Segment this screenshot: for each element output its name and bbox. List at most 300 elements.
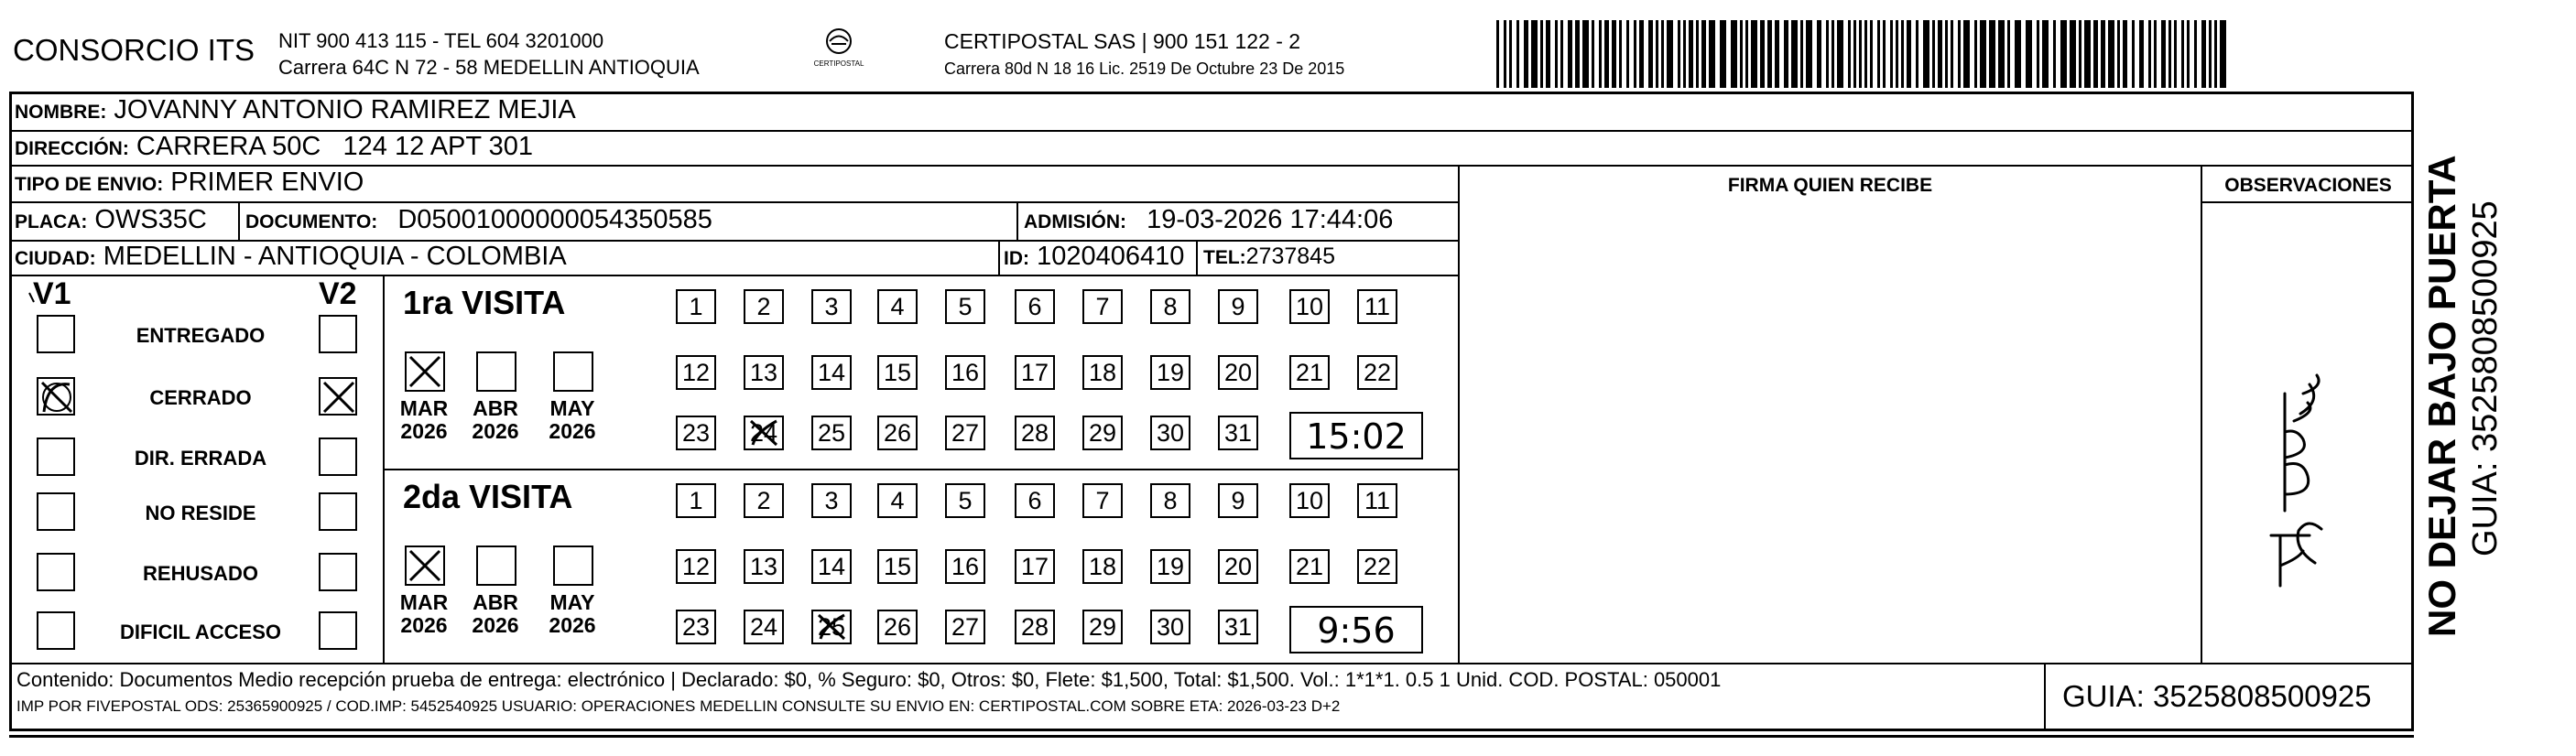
barcode-bar: [1531, 20, 1538, 88]
day-number: 28: [1020, 613, 1049, 641]
month-checkbox[interactable]: [476, 351, 516, 392]
day-box[interactable]: [1218, 416, 1258, 450]
day-number: 4: [890, 293, 905, 320]
day-number: 9: [1231, 487, 1245, 514]
day-number: 19: [1156, 359, 1185, 386]
barcode-bar: [1853, 20, 1856, 88]
barcode-bar: [1998, 20, 2005, 88]
day-box[interactable]: [945, 610, 985, 644]
barcode-bar: [1907, 20, 1911, 88]
day-number: 18: [1088, 359, 1117, 386]
barcode-bar: [1896, 20, 1898, 88]
month-name: MAR: [399, 590, 449, 614]
barcode-bar: [1575, 20, 1580, 88]
admision-label: ADMISIÓN:: [1024, 211, 1126, 232]
day-number: 27: [951, 613, 980, 641]
v2-checkbox[interactable]: [319, 437, 357, 476]
day-box[interactable]: [1015, 289, 1055, 324]
barcode-bar: [1604, 20, 1609, 88]
day-box[interactable]: [1357, 549, 1397, 584]
day-box[interactable]: [811, 483, 852, 518]
barcode-bar: [2187, 20, 2190, 88]
barcode-bar: [1877, 20, 1880, 88]
id-field: [1004, 242, 1184, 272]
status-label: NO RESIDE: [145, 502, 256, 524]
day-number: 20: [1223, 359, 1253, 386]
barcode-bar: [1806, 20, 1812, 88]
barcode-bar: [1938, 20, 1942, 88]
placa-value: OWS35C: [94, 205, 207, 234]
barcode-bar: [2174, 20, 2177, 88]
day-number: 23: [681, 419, 711, 447]
barcode-bar: [2194, 20, 2197, 88]
month-checkbox[interactable]: [476, 545, 516, 586]
day-number: 4: [890, 487, 905, 514]
v2-checkbox[interactable]: [319, 492, 357, 531]
barcode-bar: [1767, 20, 1772, 88]
day-box[interactable]: [1357, 483, 1397, 518]
day-box[interactable]: [1289, 483, 1330, 518]
day-number: 18: [1088, 553, 1117, 580]
documento-field: [245, 205, 712, 235]
barcode-bar: [1560, 20, 1563, 88]
v2-checkbox[interactable]: [319, 611, 357, 650]
day-box[interactable]: [744, 289, 784, 324]
id-label: ID:: [1004, 248, 1029, 269]
barcode-bar: [2220, 20, 2226, 88]
day-box[interactable]: [1289, 549, 1330, 584]
day-box[interactable]: [1015, 355, 1055, 390]
day-box[interactable]: [1289, 289, 1330, 324]
barcode-bar: [1612, 20, 1616, 88]
placa-label: PLACA:: [15, 211, 88, 232]
barcode-bar: [1745, 20, 1748, 88]
row-line: [9, 201, 1458, 203]
tel-label: TEL:: [1203, 247, 1246, 268]
day-number: 13: [749, 553, 778, 580]
day-box[interactable]: [744, 549, 784, 584]
nombre-value: JOVANNY ANTONIO RAMIREZ MEJIA: [114, 95, 576, 124]
day-number: 5: [958, 293, 973, 320]
tipo-envio-value: PRIMER ENVIO: [170, 167, 364, 197]
barcode-bar: [1890, 20, 1893, 88]
v1-checkmark: [27, 291, 40, 304]
day-box[interactable]: [945, 416, 985, 450]
month-label: [394, 397, 454, 443]
barcode-bar: [1980, 20, 1986, 88]
day-number: 10: [1295, 293, 1324, 320]
barcode-bar: [1678, 20, 1680, 88]
barcode-bar: [1826, 20, 1829, 88]
observaciones-header: OBSERVACIONES: [2224, 175, 2392, 196]
barcode-bar: [1709, 20, 1715, 88]
barcode-bar: [1546, 20, 1550, 88]
placa-field: [15, 205, 207, 235]
barcode-bar: [1864, 20, 1867, 88]
barcode-bar: [2132, 20, 2135, 88]
barcode: [1496, 20, 2229, 88]
barcode-bar: [2209, 20, 2212, 88]
admision-value: 19-03-2026 17:44:06: [1147, 205, 1394, 234]
documento-value: D05001000000054350585: [397, 205, 712, 234]
barcode-bar: [1720, 20, 1726, 88]
day-box[interactable]: [1357, 289, 1397, 324]
barcode-bar: [1800, 20, 1803, 88]
barcode-bar: [2154, 20, 2157, 88]
barcode-bar: [2042, 20, 2049, 88]
id-divider: [998, 240, 1000, 275]
month-label: [465, 591, 526, 637]
visit-divider: [383, 469, 1458, 470]
barcode-bar: [1648, 20, 1653, 88]
col-divider: [1458, 165, 1460, 663]
barcode-bar: [1626, 20, 1629, 88]
status-label: REHUSADO: [143, 562, 258, 585]
month-year: 2026: [400, 419, 448, 443]
day-number: 26: [883, 613, 912, 641]
v1-checkbox[interactable]: [37, 611, 75, 650]
day-number: 24: [749, 419, 778, 447]
day-box[interactable]: [811, 610, 852, 644]
barcode-bar: [2214, 20, 2217, 88]
v1-checkbox[interactable]: [37, 437, 75, 476]
day-number: 27: [951, 419, 980, 447]
day-number: 22: [1363, 359, 1392, 386]
footer-contents: Contenido: Documentos Medio recepción prueba de entrega: electrónico | Declarado: $0, % Seguro: $0, Otros: $0, Flete: $1,500, Total: $1,500. Vol.: 1*1*1. 0.5 1 Unid. COD. POSTAL: 050001: [16, 668, 1722, 691]
barcode-bar: [1656, 20, 1658, 88]
barcode-bar: [1859, 20, 1862, 88]
row-line: [9, 663, 2414, 664]
barcode-bar: [1989, 20, 1995, 88]
barcode-bar: [2108, 20, 2114, 88]
day-box[interactable]: [1150, 610, 1190, 644]
day-number: 1: [689, 293, 703, 320]
day-number: 12: [681, 553, 711, 580]
barcode-bar: [2161, 20, 2166, 88]
barcode-bar: [1951, 20, 1953, 88]
barcode-bar: [1901, 20, 1904, 88]
barcode-bar: [1540, 20, 1543, 88]
day-number: 31: [1223, 419, 1253, 447]
barcode-bar: [1667, 20, 1673, 88]
barcode-bar: [1496, 20, 1499, 88]
barcode-bar: [1760, 20, 1765, 88]
barcode-bar: [1524, 20, 1528, 88]
row-line: [9, 165, 2414, 167]
day-number: 21: [1295, 359, 1324, 386]
month-label: [542, 397, 603, 443]
v1-checkbox[interactable]: [37, 492, 75, 531]
barcode-bar: [2015, 20, 2021, 88]
row-line: [9, 275, 1458, 276]
barcode-bar: [1582, 20, 1589, 88]
barcode-bar: [2117, 20, 2120, 88]
barcode-bar: [1701, 20, 1706, 88]
status-label: DIFICIL ACCESO: [119, 621, 281, 643]
company-name: CONSORCIO ITS: [13, 33, 255, 67]
barcode-bar: [1568, 20, 1572, 88]
barcode-bar: [1775, 20, 1779, 88]
day-number: 7: [1095, 293, 1110, 320]
visit-title: 1ra VISITA: [403, 284, 566, 321]
day-box[interactable]: [676, 416, 716, 450]
barcode-bar: [2201, 20, 2206, 88]
v2-header: V2: [319, 276, 357, 311]
barcode-bar: [1555, 20, 1558, 88]
day-box[interactable]: [811, 355, 852, 390]
day-box[interactable]: [1218, 289, 1258, 324]
barcode-bar: [2037, 20, 2039, 88]
nombre-label: NOMBRE:: [15, 102, 107, 123]
barcode-bar: [1974, 20, 1977, 88]
day-number: 12: [681, 359, 711, 386]
day-box[interactable]: [1218, 610, 1258, 644]
v2-checkbox[interactable]: [319, 377, 357, 416]
day-box[interactable]: [945, 289, 985, 324]
day-box[interactable]: [744, 483, 784, 518]
barcode-bar: [1831, 20, 1834, 88]
v1-checkbox[interactable]: [37, 553, 75, 591]
month-year: 2026: [549, 419, 596, 443]
month-name: MAY: [549, 590, 595, 614]
barcode-bar: [1870, 20, 1873, 88]
barcode-bar: [1923, 20, 1929, 88]
barcode-bar: [2123, 20, 2127, 88]
day-number: 15: [883, 553, 912, 580]
day-box[interactable]: [1082, 610, 1123, 644]
day-box[interactable]: [1015, 416, 1055, 450]
day-box[interactable]: [877, 416, 918, 450]
certipostal-logo: [813, 26, 864, 73]
day-box[interactable]: [1357, 355, 1397, 390]
day-box[interactable]: [945, 483, 985, 518]
documento-label: DOCUMENTO:: [245, 211, 378, 232]
day-number: 7: [1095, 487, 1110, 514]
barcode-bar: [2084, 20, 2091, 88]
day-box[interactable]: [811, 416, 852, 450]
firma-header: FIRMA QUIEN RECIBE: [1727, 175, 1933, 196]
day-number: 2: [756, 487, 771, 514]
svg-text:CERTIPOSTAL: CERTIPOSTAL: [813, 59, 864, 68]
barcode-bar: [1932, 20, 1935, 88]
barcode-bar: [1509, 20, 1512, 88]
company-contact: [278, 27, 700, 81]
day-number: 6: [1027, 487, 1042, 514]
day-box[interactable]: [676, 483, 716, 518]
month-name: ABR: [473, 590, 518, 614]
day-box[interactable]: [1150, 549, 1190, 584]
day-number: 28: [1020, 419, 1049, 447]
barcode-bar: [2026, 20, 2032, 88]
day-box[interactable]: [1150, 355, 1190, 390]
direccion-label: DIRECCIÓN:: [15, 138, 129, 159]
day-number: 14: [817, 553, 846, 580]
day-box[interactable]: [1082, 355, 1123, 390]
barcode-bar: [1740, 20, 1743, 88]
day-box[interactable]: [811, 549, 852, 584]
id-value: 1020406410: [1037, 242, 1185, 271]
barcode-bar: [2070, 20, 2076, 88]
day-box[interactable]: [1015, 610, 1055, 644]
day-check-mark: [813, 611, 850, 651]
certipostal-info: [944, 27, 1344, 82]
status-label: ENTREGADO: [136, 324, 266, 347]
ciudad-field: [15, 242, 567, 272]
barcode-bar: [1848, 20, 1851, 88]
month-name: MAR: [399, 396, 449, 420]
barcode-bar: [1683, 20, 1686, 88]
day-box[interactable]: [877, 483, 918, 518]
day-box[interactable]: [1289, 355, 1330, 390]
month-label: [465, 397, 526, 443]
month-year: 2026: [472, 419, 519, 443]
day-box[interactable]: [877, 355, 918, 390]
month-year: 2026: [472, 613, 519, 637]
barcode-bar: [1883, 20, 1886, 88]
day-box[interactable]: [676, 355, 716, 390]
month-year: 2026: [549, 613, 596, 637]
barcode-bar: [1696, 20, 1699, 88]
day-number: 31: [1223, 613, 1253, 641]
day-box[interactable]: [945, 355, 985, 390]
day-box[interactable]: [1015, 483, 1055, 518]
col-divider: [2201, 165, 2202, 663]
direccion-value: CARRERA 50C 124 12 APT 301: [136, 132, 534, 161]
barcode-bar: [2060, 20, 2067, 88]
barcode-bar: [1634, 20, 1636, 88]
side-guia: GUIA: 3525808500925: [2466, 200, 2505, 556]
day-box[interactable]: [1082, 549, 1123, 584]
barcode-bar: [1504, 20, 1506, 88]
day-box[interactable]: [945, 549, 985, 584]
nombre-field: [15, 95, 576, 125]
barcode-bar: [2168, 20, 2171, 88]
day-number: 1: [689, 487, 703, 514]
day-number: 2: [756, 293, 771, 320]
day-box[interactable]: [1082, 483, 1123, 518]
day-box[interactable]: [811, 289, 852, 324]
certipostal-license: Carrera 80d N 18 16 Lic. 2519 De Octubre 23 De 2015: [944, 59, 1345, 78]
day-number: 13: [749, 359, 778, 386]
barcode-bar: [2007, 20, 2010, 88]
day-number: 11: [1364, 487, 1391, 514]
month-checkbox[interactable]: [405, 545, 445, 586]
day-box[interactable]: [1150, 416, 1190, 450]
day-box[interactable]: [1218, 483, 1258, 518]
barcode-bar: [1791, 20, 1798, 88]
day-box[interactable]: [1218, 549, 1258, 584]
barcode-bar: [1945, 20, 1948, 88]
day-number: 8: [1163, 293, 1178, 320]
barcode-bar: [1784, 20, 1788, 88]
day-box[interactable]: [1082, 416, 1123, 450]
row-line: [2202, 201, 2414, 203]
month-name: MAY: [549, 396, 595, 420]
direccion-field: [15, 132, 533, 162]
day-number: 25: [817, 613, 846, 641]
month-year: 2026: [400, 613, 448, 637]
day-box[interactable]: [877, 289, 918, 324]
day-box[interactable]: [877, 549, 918, 584]
v2-checkbox[interactable]: [319, 553, 357, 591]
barcode-bar: [2053, 20, 2056, 88]
day-box[interactable]: [1150, 483, 1190, 518]
barcode-bar: [1619, 20, 1622, 88]
barcode-bar: [1592, 20, 1594, 88]
month-checkbox[interactable]: [553, 545, 593, 586]
bottom-rule: [9, 735, 2414, 738]
month-name: ABR: [473, 396, 518, 420]
v2-checkbox[interactable]: [319, 315, 357, 353]
guia-number: GUIA: 3525808500925: [2062, 679, 2372, 713]
day-number: 3: [824, 293, 839, 320]
barcode-bar: [2101, 20, 2105, 88]
day-number: 11: [1364, 293, 1391, 320]
tipo-envio-label: TIPO DE ENVIO:: [15, 174, 164, 195]
day-number: 29: [1088, 613, 1117, 641]
tel-value: 2737845: [1245, 243, 1335, 269]
day-number: 24: [749, 613, 778, 641]
day-number: 30: [1156, 419, 1185, 447]
day-box[interactable]: [1082, 289, 1123, 324]
barcode-bar: [1599, 20, 1602, 88]
day-box[interactable]: [744, 416, 784, 450]
footer-print-info: IMP POR FIVEPOSTAL ODS: 25365900925 / COD.IMP: 5452540925 USUARIO: OPERACIONES MEDELLIN CONSULTE SU ENVIO EN: CERTIPOSTAL.COM SOBRE ETA: 2026-03-23 D+2: [16, 697, 1341, 715]
day-number: 17: [1020, 553, 1049, 580]
visit-title: 2da VISITA: [403, 478, 573, 515]
day-number: 20: [1223, 553, 1253, 580]
visit-time[interactable]: 15:02: [1289, 412, 1423, 459]
day-box[interactable]: [676, 549, 716, 584]
day-box[interactable]: [1150, 289, 1190, 324]
barcode-bar: [1963, 20, 1970, 88]
barcode-bar: [1516, 20, 1519, 88]
day-number: 8: [1163, 487, 1178, 514]
tel-divider: [1196, 240, 1198, 275]
month-label: [542, 591, 603, 637]
v1-checkbox[interactable]: [37, 315, 75, 353]
barcode-bar: [1639, 20, 1644, 88]
day-number: 30: [1156, 613, 1185, 641]
day-number: 23: [681, 613, 711, 641]
day-box[interactable]: [676, 289, 716, 324]
day-number: 21: [1295, 553, 1324, 580]
month-checkbox[interactable]: [405, 351, 445, 392]
visit-time[interactable]: 9:56: [1289, 606, 1423, 653]
day-box[interactable]: [1218, 355, 1258, 390]
day-box[interactable]: [676, 610, 716, 644]
day-box[interactable]: [744, 610, 784, 644]
barcode-bar: [1837, 20, 1843, 88]
month-checkbox[interactable]: [553, 351, 593, 392]
tel-field: [1203, 243, 1335, 270]
day-box[interactable]: [1015, 549, 1055, 584]
barcode-bar: [1916, 20, 1918, 88]
tipo-envio-field: [15, 167, 364, 198]
barcode-bar: [1817, 20, 1821, 88]
barcode-bar: [2093, 20, 2098, 88]
v1-checkbox[interactable]: [37, 377, 75, 416]
placa-divider: [238, 201, 240, 240]
admision-divider: [1016, 201, 1018, 240]
guia-divider: [2044, 663, 2046, 731]
day-box[interactable]: [744, 355, 784, 390]
day-number: 17: [1020, 359, 1049, 386]
nit-line: NIT 900 413 115 - TEL 604 3201000: [278, 29, 604, 52]
day-number: 5: [958, 487, 973, 514]
day-number: 10: [1295, 487, 1324, 514]
day-box[interactable]: [877, 610, 918, 644]
